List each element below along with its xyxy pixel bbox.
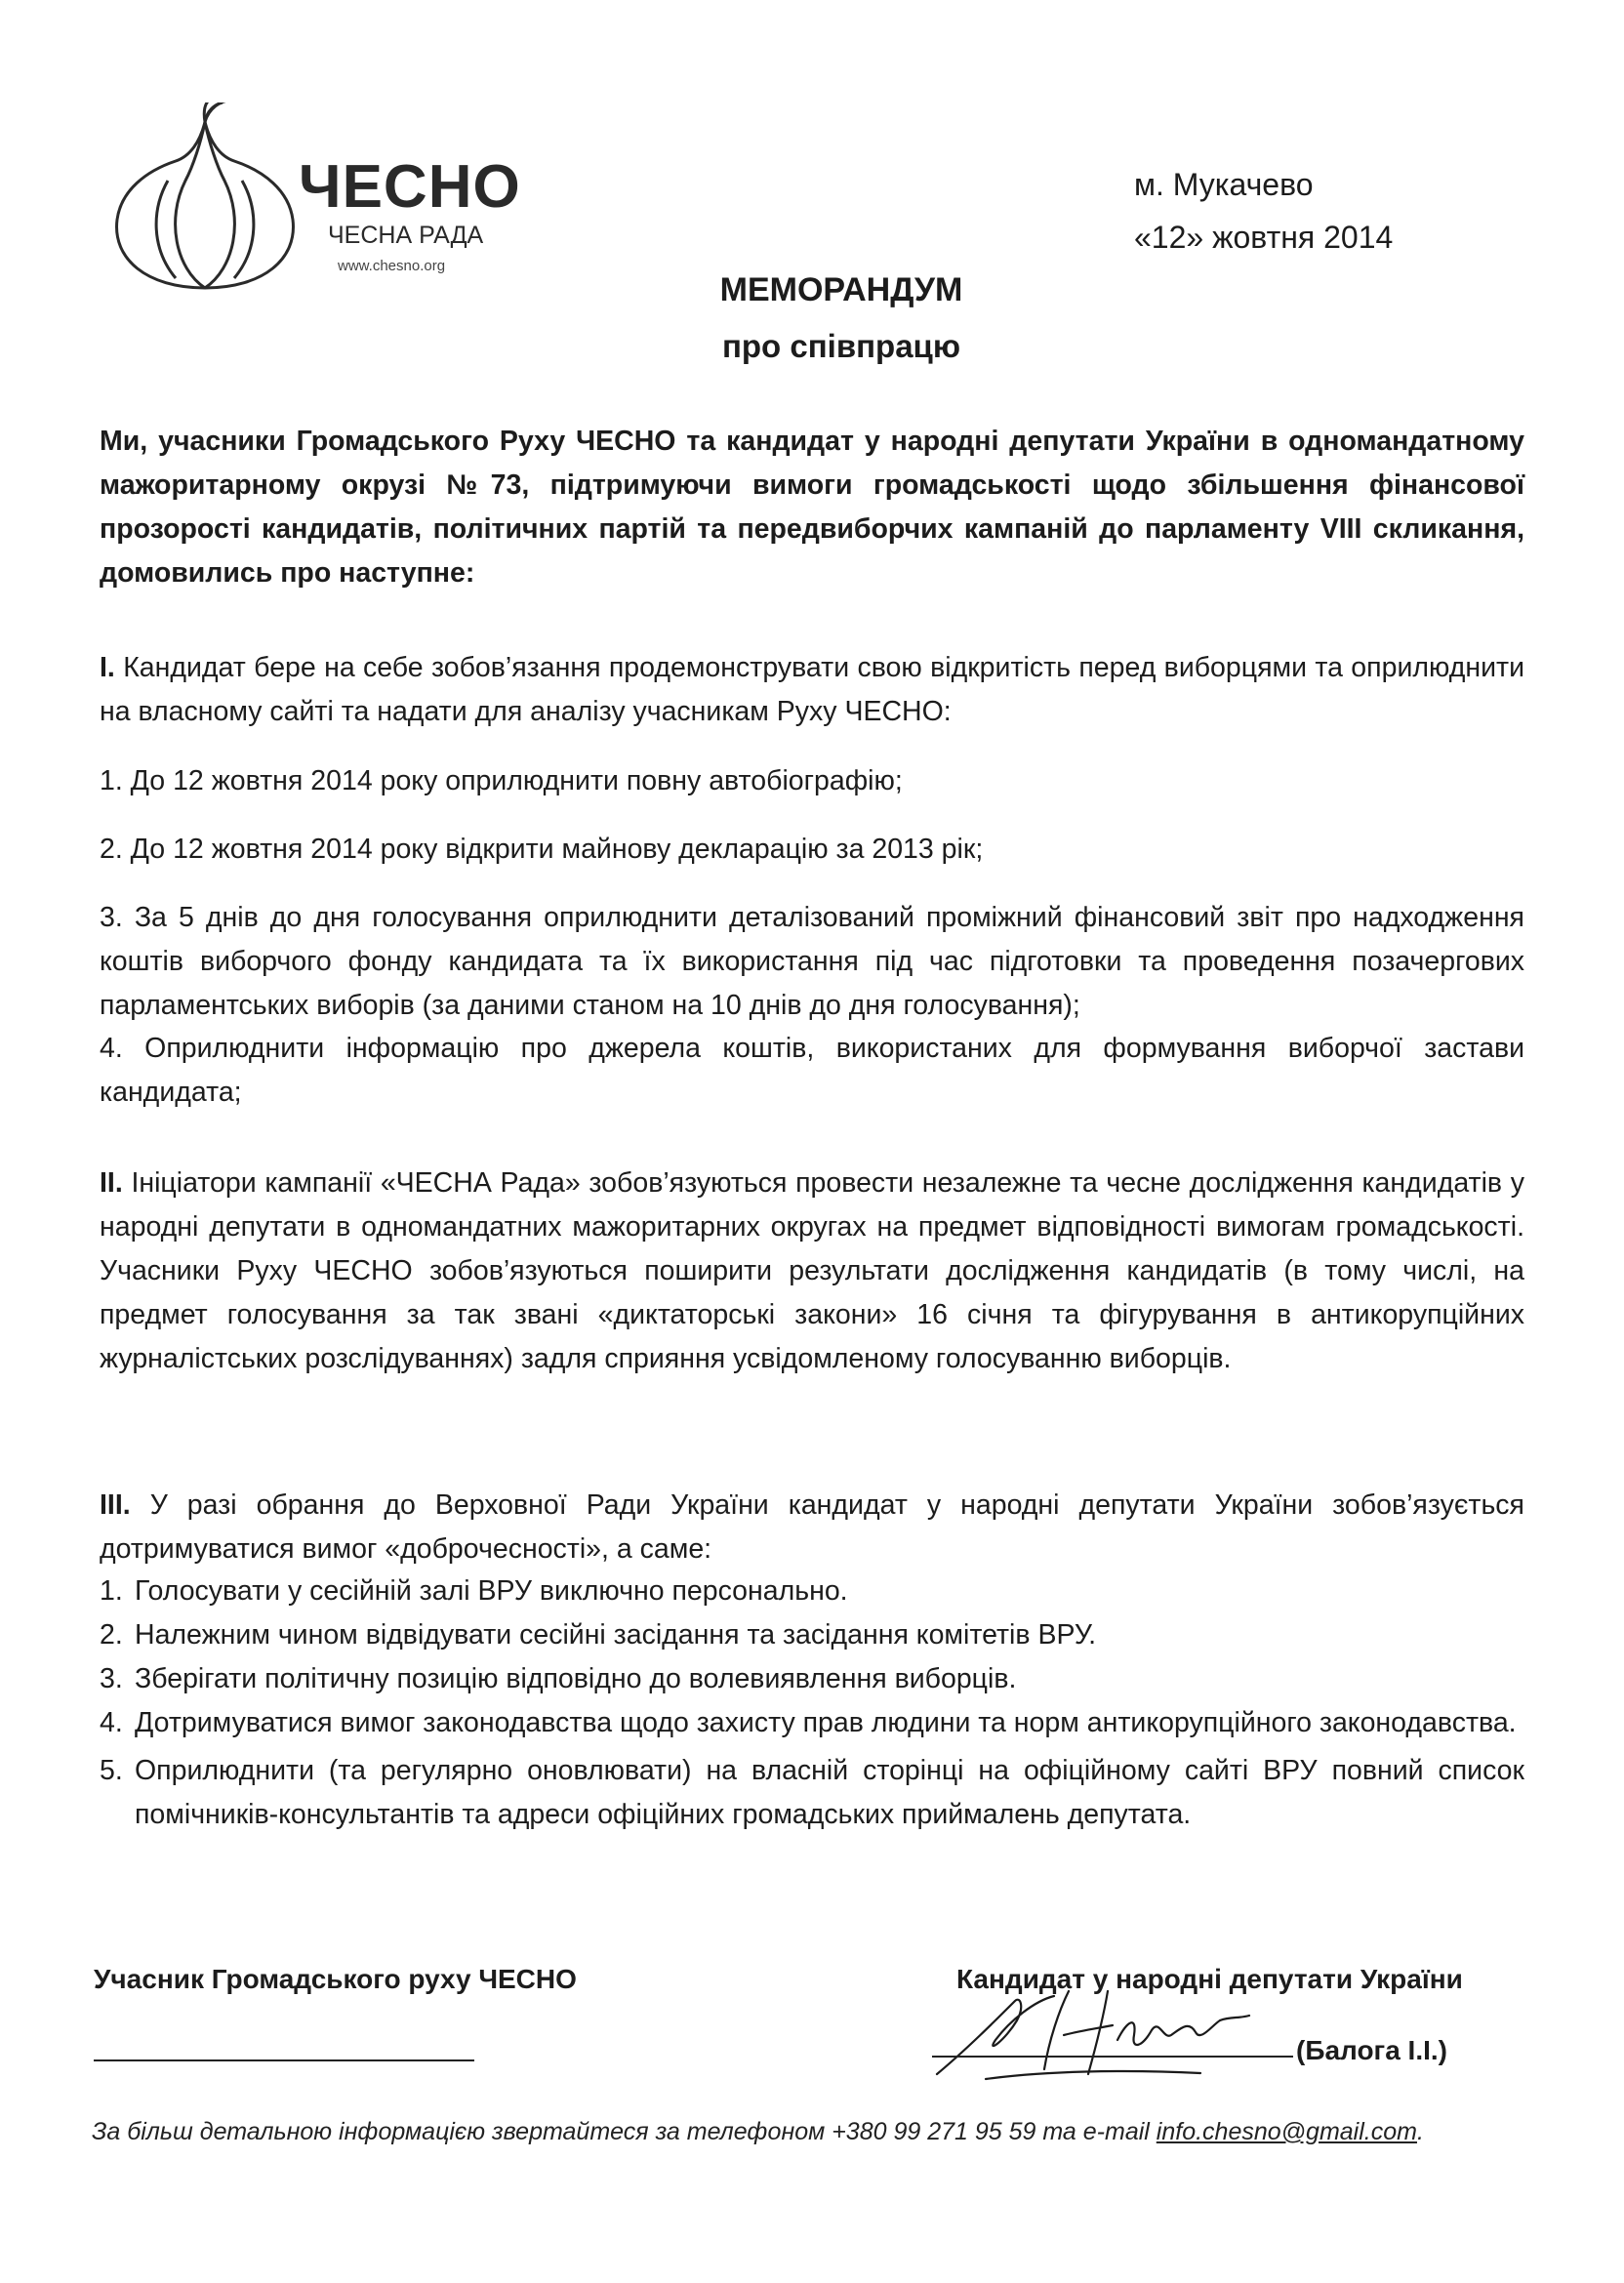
list-item-number: 4. <box>100 1707 123 1738</box>
section-3-text: У разі обрання до Верховної Ради України кандидат у народні депутати України зобов’язується дотримуватися вимог «доброчесності», а саме: <box>100 1489 1524 1565</box>
obligations-list <box>100 1570 1524 1837</box>
section-1-item-1: 1. До 12 жовтня 2014 року оприлюднити повну автобіографію; <box>100 765 903 796</box>
list-item <box>100 1701 1524 1745</box>
list-item-text: Оприлюднити (та регулярно оновлювати) на власній сторінці на офіційному сайті ВРУ повний список помічників-консультантів та адреси офіційних громадських приймалень депутата. <box>135 1755 1524 1830</box>
garlic-icon <box>107 102 303 298</box>
document-title: МЕМОРАНДУМ <box>719 271 963 308</box>
section-1-text: Кандидат бере на себе зобов’язання продемонструвати свою відкритість перед виборцями та оприлюднити на власному сайті та надати для аналізу учасникам Руху ЧЕСНО: <box>100 652 1524 727</box>
list-item <box>100 1613 1524 1657</box>
handwritten-signature <box>927 1981 1298 2089</box>
list-item <box>100 1749 1524 1837</box>
footer-end: . <box>1416 2118 1424 2145</box>
section-1-item-4: 4. Оприлюднити інформацію про джерела коштів, використаних для формування виборчої застави кандидата; <box>100 1033 1524 1108</box>
contact-footer <box>92 2118 1424 2146</box>
list-item-number: 2. <box>100 1619 123 1651</box>
list-item <box>100 1570 1524 1613</box>
list-item <box>100 1657 1524 1701</box>
logo-name: ЧЕСНО <box>299 153 521 221</box>
section-3 <box>100 1484 1524 1571</box>
list-item-number: 3. <box>100 1663 123 1694</box>
list-item-number: 1. <box>100 1575 123 1607</box>
list-item-text: Голосувати у сесійній залі ВРУ виключно персонально. <box>135 1575 848 1607</box>
signatory-candidate-label: Кандидат у народні депутати України <box>956 1964 1463 1994</box>
list-item-text: Зберігати політичну позицію відповідно до волевиявлення виборців. <box>135 1663 1017 1694</box>
section-1-item-2: 2. До 12 жовтня 2014 року відкрити майнову декларацію за 2013 рік; <box>100 834 984 865</box>
section-1 <box>100 646 1524 734</box>
footer-text: За більш детальною інформацією звертайтеся за телефоном +380 99 271 95 59 та e-mail <box>92 2118 1157 2145</box>
section-1-item-3: 3. За 5 днів до дня голосування оприлюднити деталізований проміжний фінансовий звіт про надходження коштів виборчого фонду кандидата та їх використання під час підготовки та проведення позачергових парламентських виборів (за даними станом на 10 днів до дня голосування); <box>100 902 1524 1021</box>
footer-email-link[interactable]: info.chesno@gmail.com <box>1156 2118 1417 2145</box>
signature-line-candidate <box>932 2056 1293 2058</box>
intro-paragraph: Ми, учасники Громадського Руху ЧЕСНО та кандидат у народні депутати України в одномандатному мажоритарному окрузі №73, підтримуючи вимоги громадськості щодо збільшення фінансової прозорості кандидатів, політичних партій та передвиборчих кампаній до парламенту VIII скликання, домовились про наступне: <box>100 426 1524 589</box>
section-2-numeral: II. <box>100 1167 123 1199</box>
list-item-text: Належним чином відвідувати сесійні засідання та засідання комітетів ВРУ. <box>135 1619 1097 1651</box>
section-1-numeral: I. <box>100 652 115 683</box>
list-item-number: 5. <box>100 1755 123 1786</box>
document-subtitle: про співпрацю <box>721 328 961 364</box>
section-2 <box>100 1162 1524 1381</box>
place: м. Мукачево <box>1134 167 1314 202</box>
section-3-numeral: III. <box>100 1489 131 1521</box>
candidate-name: (Балога І.І.) <box>1296 2035 1447 2065</box>
logo-subtitle: ЧЕСНА РАДА <box>328 222 484 249</box>
signature-line-chesno <box>94 2059 474 2061</box>
list-item-text: Дотримуватися вимог законодавства щодо захисту прав людини та норм антикорупційного законодавства. <box>135 1707 1517 1738</box>
signatory-chesno-label: Учасник Громадського руху ЧЕСНО <box>94 1964 577 1994</box>
chesno-logo <box>107 102 521 298</box>
section-2-text: Ініціатори кампанії «ЧЕСНА Рада» зобов’язуються провести незалежне та чесне дослідження кандидатів у народні депутати в одномандатних мажоритарних округах на предмет відповідності вимогам громадськості. Учасники Руху ЧЕСНО зобов’язуються поширити результати дослідження кандидатів (в тому числі, на предмет голосування за так звані «диктаторські закони» 16 січня та фігурування в антикорупційних журналістських розслідуваннях) задля сприяння усвідомленому голосуванню виборців. <box>100 1167 1524 1374</box>
logo-url: www.chesno.org <box>338 258 446 274</box>
date: «12» жовтня 2014 <box>1134 220 1394 255</box>
